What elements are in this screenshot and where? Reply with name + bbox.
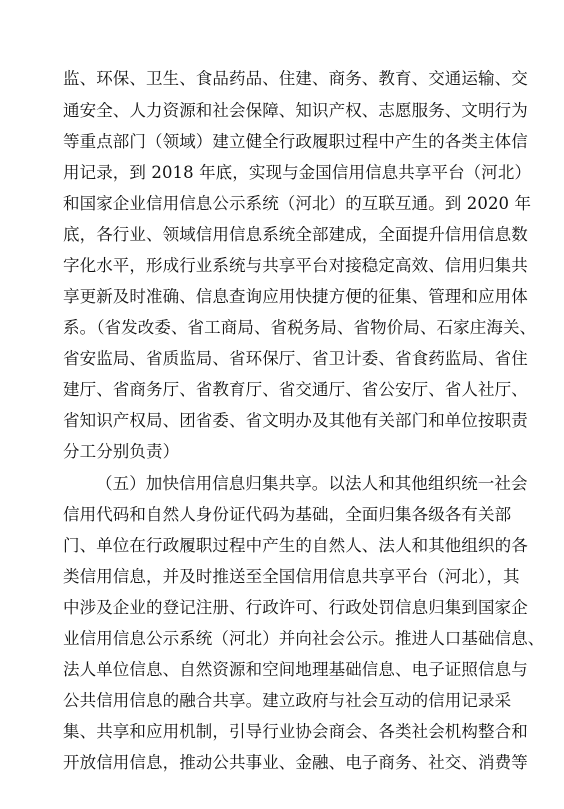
text-line: 法人单位信息、自然资源和空间地理基础信息、电子证照信息与 (63, 660, 528, 679)
text-line: 字化水平，形成行业系统与共享平台对接稳定高效、信用归集共 (63, 256, 528, 275)
text-line: 系。（省发改委、省工商局、省税务局、省物价局、石家庄海关、 (63, 318, 537, 337)
text-line: 业信用信息公示系统（河北）并向社会公示。推进人口基础信息、 (63, 629, 545, 648)
text-line: 中涉及企业的登记注册、行政许可、行政处罚信息归集到国家企 (63, 598, 528, 617)
text-line: 集、共享和应用机制，引导行业协会商会、各类社会机构整合和 (63, 722, 528, 741)
text-line: 通安全、人力资源和社会保障、知识产权、志愿服务、文明行为 (63, 101, 528, 120)
text-line: 和国家企业信用信息公示系统（河北）的互联互通。到 2020 年 (63, 194, 532, 213)
section-heading-line: （五）加快信用信息归集共享。以法人和其他组织统一社会 (96, 474, 528, 493)
text-line: 建厅、省商务厅、省教育厅、省交通厅、省公安厅、省人社厅、 (63, 380, 528, 399)
text-line: 用记录，到 2018 年底，实现与金国信用信息共享平台（河北） (63, 163, 532, 182)
text-line: 类信用信息，并及时推送至全国信用信息共享平台（河北），其 (63, 567, 520, 586)
text-line: 享更新及时准确、信息查询应用快捷方便的征集、管理和应用体 (63, 287, 528, 306)
text-line: 开放信用信息，推动公共事业、金融、电子商务、社交、消费等 (63, 753, 528, 772)
text-line: 等重点部门（领域）建立健全行政履职过程中产生的各类主体信 (63, 132, 528, 151)
text-line: 底，各行业、领域信用信息系统全部建成，全面提升信用信息数 (63, 225, 528, 244)
text-line: 监、环保、卫生、食品药品、住建、商务、教育、交通运输、交 (63, 69, 528, 88)
text-line: 省知识产权局、团省委、省文明办及其他有关部门和单位按职责 (63, 411, 528, 430)
text-line: 省安监局、省质监局、省环保厅、省卫计委、省食药监局、省住 (63, 349, 528, 368)
text-line: 门、单位在行政履职过程中产生的自然人、法人和其他组织的各 (63, 536, 528, 555)
text-line: 公共信用信息的融合共享。建立政府与社会互动的信用记录采 (63, 691, 512, 710)
text-line: 信用代码和自然人身份证代码为基础，全面归集各级各有关部 (63, 505, 512, 524)
text-line: 分工分别负责） (63, 442, 180, 461)
